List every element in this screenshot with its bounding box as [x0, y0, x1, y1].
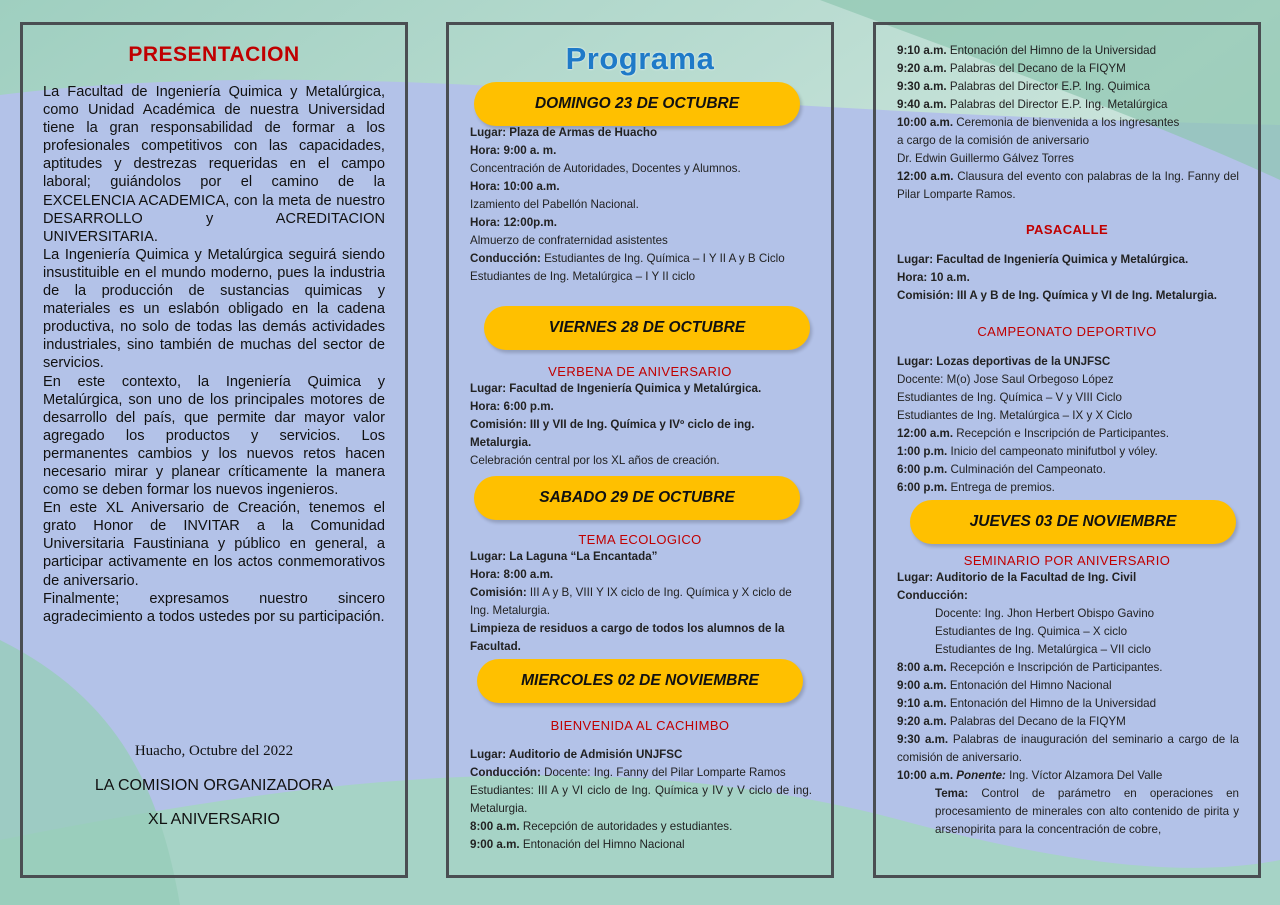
date-line: Huacho, Octubre del 2022 — [134, 743, 294, 759]
detail-line — [897, 78, 1239, 96]
section-title-ecologico: TEMA ECOLOGICO — [578, 532, 702, 547]
detail-line — [897, 461, 1239, 479]
day-banner-jueves: JUEVES 03 DE NOVIEMBRE — [910, 500, 1236, 544]
detail-line: Lugar: Plaza de Armas de Huacho — [470, 126, 658, 139]
viernes-details — [470, 380, 812, 470]
detail-line: Lugar: Facultad de Ingeniería Quimica y Metalúrgica. — [470, 382, 762, 395]
section-title-seminario: SEMINARIO POR ANIVERSARIO — [963, 553, 1171, 568]
detail-subitem — [897, 785, 1239, 839]
detail-line: Lugar: Lozas deportivas de la UNJFSC — [897, 355, 1111, 368]
detail-text: Ing. Víctor Alzamora Del Valle — [1005, 769, 1163, 782]
anniversary-line: XL ANIVERSARIO — [148, 811, 280, 828]
detail-line: Hora: 9:00 a. m. — [470, 144, 557, 157]
detail-time: 12:00 a.m. — [897, 170, 954, 183]
detail-text: Ceremonia de bienvenida a los ingresantes — [953, 116, 1180, 129]
presentacion-paragraph: La Facultad de Ingeniería Quimica y Metalúrgica, como Unidad Académica de nuestra Universidad tiene la gran responsabilidad de formar a los profesionales competitivos con las capacidades, aptitudes y destrezas requeridas en el campo laboral; guiándolos por el camino de la EXCELENCIA ACADEMICA, con la meta de nuestro DESARROLLO y ACREDITACION UNIVERSITARIA. — [43, 84, 385, 245]
pasacalle-details — [897, 251, 1239, 305]
bienvenida-continuation — [897, 42, 1239, 204]
detail-line: Celebración central por los XL años de creación. — [470, 454, 720, 467]
detail-time: 10:00 a.m. — [897, 769, 954, 782]
detail-label: Conducción: — [470, 766, 541, 779]
detail-text: Docente: Ing. Fanny del Pilar Lomparte Ramos — [540, 766, 786, 779]
presentacion-title: PRESENTACION — [128, 43, 300, 66]
detail-text: Recepción e Inscripción de Participantes. — [953, 427, 1169, 440]
detail-label: Conducción: — [470, 252, 541, 265]
detail-line: Lugar: La Laguna “La Encantada” — [470, 550, 658, 563]
day-banner-miercoles: MIERCOLES 02 DE NOVIEMBRE — [477, 659, 803, 703]
presentacion-paragraph: En este XL Aniversario de Creación, tenemos el grato Honor de INVITAR a la Comunidad Universitaria Faustiniana y público en general, a participar activamente en los actos conmemorativos de aniversario. — [43, 500, 385, 589]
detail-text: Palabras del Decano de la FIQYM — [946, 62, 1126, 75]
detail-line — [897, 695, 1239, 713]
section-title-bienvenida: BIENVENIDA AL CACHIMBO — [550, 718, 730, 733]
programa-panel — [446, 22, 834, 878]
detail-time: 9:00 a.m. — [897, 679, 947, 692]
detail-time: 8:00 a.m. — [897, 661, 947, 674]
detail-time: 6:00 p.m. — [897, 481, 948, 494]
detail-line — [897, 96, 1239, 114]
detail-text: Entonación del Himno de la Universidad — [946, 44, 1157, 57]
detail-line: Dr. Edwin Guillermo Gálvez Torres — [897, 152, 1074, 165]
presentacion-paragraph: Finalmente; expresamos nuestro sincero agradecimiento a todos ustedes por su participación. — [43, 590, 385, 625]
detail-line — [470, 764, 812, 782]
detail-text: Recepción de autoridades y estudiantes. — [519, 820, 733, 833]
presentacion-panel — [20, 22, 408, 878]
detail-line — [897, 713, 1239, 731]
detail-time: 9:40 a.m. — [897, 98, 947, 111]
detail-line: Hora: 10:00 a.m. — [470, 180, 560, 193]
presentacion-paragraph: La Ingeniería Quimica y Metalúrgica seguirá siendo insustituible en el mundo moderno, pues la industria de la producción de sustancias quimicas y materiales es un eslabón obligado en la cadena productiva, no solo de todas las demás actividades industriales, sino también de muchas del sector de servicios. — [43, 246, 385, 372]
detail-text: III A y B, VIII Y IX ciclo de Ing. Química y X ciclo de Ing. Metalurgia. — [470, 586, 792, 617]
detail-text: Entonación del Himno Nacional — [946, 679, 1112, 692]
detail-line — [897, 443, 1239, 461]
day-banner-viernes: VIERNES 28 DE OCTUBRE — [484, 306, 810, 350]
detail-line — [897, 767, 1239, 785]
domingo-details — [470, 124, 812, 286]
detail-label: Comisión: — [470, 586, 527, 599]
day-banner-domingo: DOMINGO 23 DE OCTUBRE — [474, 82, 800, 126]
detail-line: Limpieza de residuos a cargo de todos los alumnos de la Facultad. — [470, 622, 785, 653]
detail-line — [897, 168, 1239, 204]
detail-line: Hora: 8:00 a.m. — [470, 568, 554, 581]
detail-line: Estudiantes: III A y VI ciclo de Ing. Química y IV y V ciclo de ing. Metalurgia. — [470, 784, 812, 815]
detail-text: Entonación del Himno Nacional — [519, 838, 685, 851]
detail-subitem: Docente: Ing. Jhon Herbert Obispo Gavino — [935, 607, 1155, 620]
detail-text: Control de parámetro en operaciones en procesamiento de minerales con alto contenido de pirita y arsenopirita para la concentración de cobre, — [935, 787, 1239, 836]
detail-line — [470, 584, 812, 620]
detail-text: Palabras del Director E.P. Ing. Metalúrgica — [946, 98, 1168, 111]
presentacion-paragraph: En este contexto, la Ingeniería Quimica y Metalúrgica, son uno de los principales motores de desarrollo del país, que permite dar mayor valor agregado los productos y servicios. Los permanentes cambios y los nuevos retos hacen necesario mirar y planear críticamente la manera como se deben formar los nuevos ingenieros. — [43, 373, 385, 499]
detail-text: Palabras del Director E.P. Ing. Quimica — [946, 80, 1151, 93]
sabado-details — [470, 548, 812, 656]
detail-time: 9:30 a.m. — [897, 733, 949, 746]
jueves-details — [897, 569, 1239, 839]
presentacion-text — [43, 83, 385, 626]
detail-label: Tema: — [935, 787, 969, 800]
detail-line: Comisión: III y VII de Ing. Química y IVº ciclo de ing. Metalurgia. — [470, 418, 755, 449]
detail-line: Almuerzo de confraternidad asistentes — [470, 234, 668, 247]
detail-line: Conducción: — [897, 589, 968, 602]
detail-line: Estudiantes de Ing. Metalúrgica – I Y II ciclo — [470, 270, 696, 283]
detail-subitem: Estudiantes de Ing. Metalúrgica – VII ciclo — [935, 643, 1151, 656]
detail-time: 9:30 a.m. — [897, 80, 947, 93]
campeonato-details — [897, 353, 1239, 497]
miercoles-details — [470, 746, 812, 854]
detail-line — [897, 425, 1239, 443]
detail-line — [897, 677, 1239, 695]
detail-line — [470, 250, 812, 268]
detail-time: 9:10 a.m. — [897, 44, 947, 57]
detail-line — [897, 60, 1239, 78]
detail-label: Ponente: — [953, 769, 1006, 782]
detail-text: Estudiantes de Ing. Química – I Y II A y B Ciclo — [540, 252, 785, 265]
detail-time: 12:00 a.m. — [897, 427, 954, 440]
detail-line: Lugar: Facultad de Ingeniería Quimica y Metalúrgica. — [897, 253, 1189, 266]
detail-text: Recepción e Inscripción de Participantes. — [946, 661, 1163, 674]
detail-time: 10:00 a.m. — [897, 116, 954, 129]
detail-line — [897, 731, 1239, 767]
day-banner-sabado: SABADO 29 DE OCTUBRE — [474, 476, 800, 520]
detail-time: 9:10 a.m. — [897, 697, 947, 710]
detail-time: 8:00 a.m. — [470, 820, 520, 833]
detail-line: Estudiantes de Ing. Química – V y VIII Ciclo — [897, 391, 1122, 404]
detail-text: Entonación del Himno de la Universidad — [946, 697, 1157, 710]
detail-text: Entrega de premios. — [947, 481, 1055, 494]
detail-line: Hora: 6:00 p.m. — [470, 400, 554, 413]
detail-line: Estudiantes de Ing. Metalúrgica – IX y X Ciclo — [897, 409, 1133, 422]
detail-subitem: Estudiantes de Ing. Quimica – X ciclo — [935, 625, 1128, 638]
detail-line: Hora: 12:00p.m. — [470, 216, 557, 229]
detail-line — [897, 114, 1239, 132]
detail-line — [470, 836, 812, 854]
detail-line: Comisión: III A y B de Ing. Química y VI de Ing. Metalurgia. — [897, 289, 1217, 302]
detail-line: a cargo de la comisión de aniversario — [897, 134, 1090, 147]
detail-time: 1:00 p.m. — [897, 445, 948, 458]
detail-line: Izamiento del Pabellón Nacional. — [470, 198, 639, 211]
detail-line — [470, 818, 812, 836]
organizer-line: LA COMISION ORGANIZADORA — [94, 777, 334, 794]
detail-text: Palabras de inauguración del seminario a cargo de la comisión de aniversario. — [897, 733, 1240, 764]
detail-time: 9:00 a.m. — [470, 838, 520, 851]
detail-line — [897, 479, 1239, 497]
section-title-verbena: VERBENA DE ANIVERSARIO — [548, 364, 732, 379]
detail-line: Lugar: Auditorio de Admisión UNJFSC — [470, 748, 683, 761]
programa-title: Programa — [565, 41, 715, 76]
detail-line — [897, 659, 1239, 677]
detail-line: Hora: 10 a.m. — [897, 271, 970, 284]
section-title-campeonato: CAMPEONATO DEPORTIVO — [977, 324, 1157, 339]
detail-text: Inicio del campeonato minifutbol y vóley. — [947, 445, 1158, 458]
detail-line: Lugar: Auditorio de la Facultad de Ing. Civil — [897, 571, 1137, 584]
detail-time: 9:20 a.m. — [897, 715, 947, 728]
detail-text: Clausura del evento con palabras de la Ing. Fanny del Pilar Lomparte Ramos. — [897, 170, 1239, 201]
detail-time: 9:20 a.m. — [897, 62, 947, 75]
detail-text: Culminación del Campeonato. — [947, 463, 1106, 476]
detail-line — [897, 42, 1239, 60]
detail-line: Docente: M(o) Jose Saul Orbegoso López — [897, 373, 1114, 386]
detail-text: Palabras del Decano de la FIQYM — [946, 715, 1126, 728]
section-title-pasacalle: PASACALLE — [1025, 222, 1109, 237]
detail-time: 6:00 p.m. — [897, 463, 948, 476]
continuacion-panel — [873, 22, 1261, 878]
detail-line: Concentración de Autoridades, Docentes y Alumnos. — [470, 162, 741, 175]
